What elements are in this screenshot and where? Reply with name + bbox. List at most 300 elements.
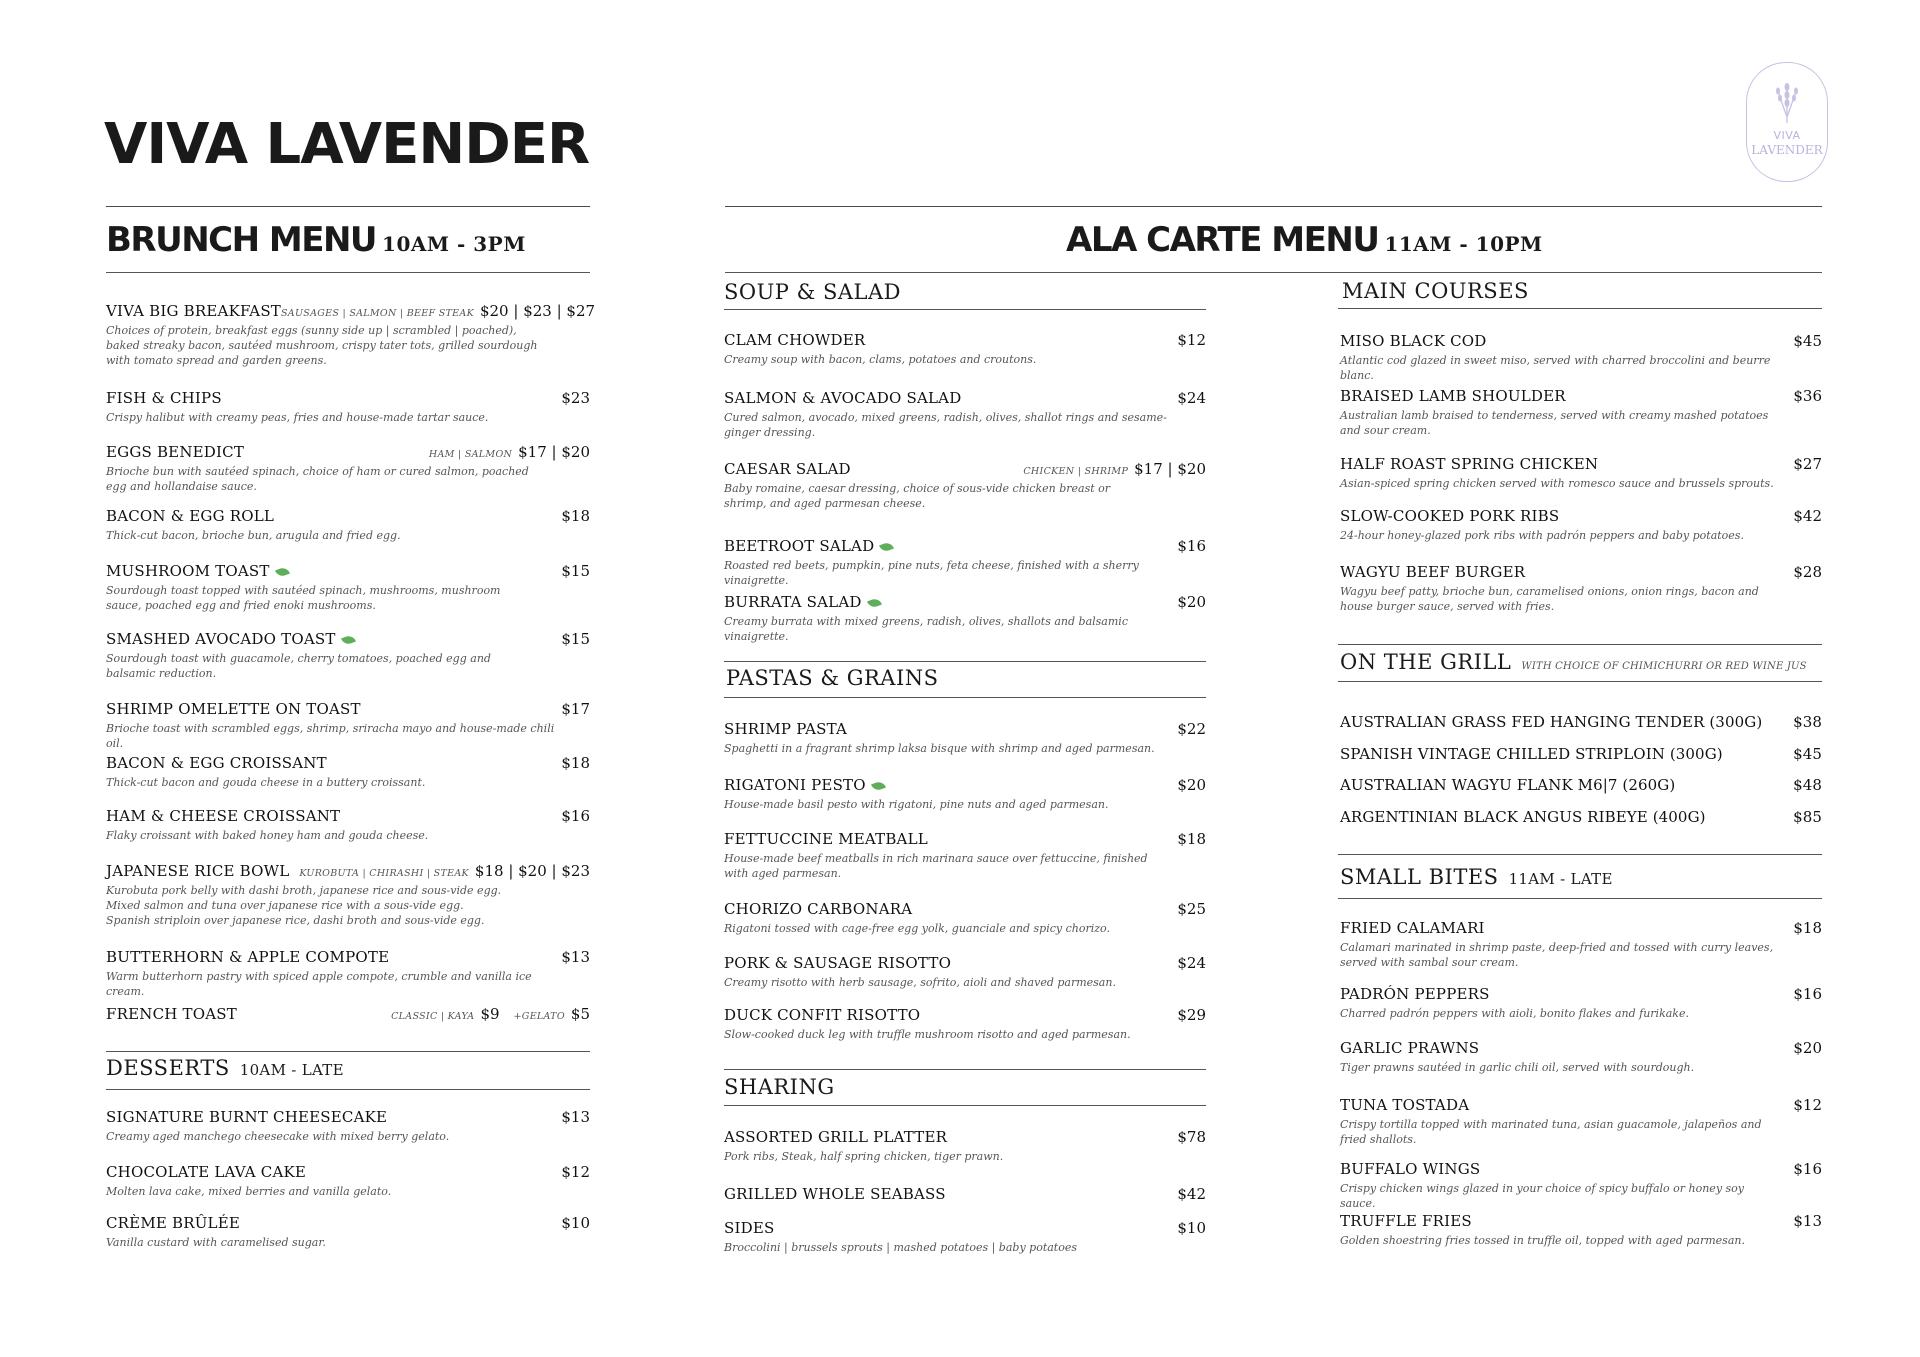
menu-item-row (724, 389, 1206, 407)
menu-item-row (1340, 563, 1822, 581)
menu-item-price-group (561, 1214, 590, 1232)
divider (724, 1105, 1206, 1106)
menu-item-name: RIGATONI PESTO (724, 776, 885, 794)
menu-item (724, 593, 1206, 644)
lavender-badge-logo (1746, 62, 1828, 182)
grill-item (1340, 745, 1822, 763)
menu-item-name: FRIED CALAMARI (1340, 919, 1485, 937)
menu-item-price: $17 | $20 (518, 443, 590, 461)
menu-item (106, 389, 590, 425)
menu-item-price: $20 | $23 | $27 (479, 302, 596, 320)
menu-item-name: SHRIMP OMELETTE ON TOAST (106, 700, 361, 718)
menu-item (1340, 507, 1822, 543)
alacarte-heading (1066, 220, 1543, 260)
menu-item-price: $20 (1793, 1039, 1822, 1057)
menu-item-price-group (1793, 1160, 1822, 1178)
menu-item-name: BRAISED LAMB SHOULDER (1340, 387, 1566, 405)
menu-item-price-group (1177, 593, 1206, 611)
brunch-title: BRUNCH MENU (106, 220, 377, 260)
grill-item (1340, 776, 1822, 794)
menu-item-name: TRUFFLE FRIES (1340, 1212, 1472, 1230)
menu-item-price: $16 (561, 807, 590, 825)
menu-item-price: $18 (1177, 830, 1206, 848)
menu-item-price-group (561, 807, 590, 825)
menu-item-name: CHOCOLATE LAVA CAKE (106, 1163, 307, 1181)
menu-item-price-group (1177, 331, 1206, 349)
menu-item (724, 1219, 1206, 1255)
menu-item-name: VIVA BIG BREAKFAST (106, 302, 281, 320)
alacarte-time: 11AM - 10PM (1384, 232, 1543, 256)
menu-item-price-group (1793, 387, 1822, 405)
menu-item-row (1340, 985, 1822, 1003)
menu-item-row (106, 389, 590, 407)
brunch-heading (106, 220, 526, 260)
menu-item-description: Creamy soup with bacon, clams, potatoes and croutons. (724, 353, 1037, 366)
menu-item-description: Creamy aged manchego cheesecake with mixed berry gelato. (106, 1130, 450, 1143)
menu-item-description: Calamari marinated in shrimp paste, deep-fried and tossed with curry leaves, served with sambal sour cream. (1340, 941, 1774, 969)
menu-item-price: $13 (561, 1108, 590, 1126)
menu-item-addon-price: $5 (570, 1005, 590, 1023)
menu-item-row (724, 593, 1206, 611)
menu-item-description: Brioche bun with sautéed spinach, choice of ham or cured salmon, poached egg and hollandaise sauce. (106, 465, 529, 493)
menu-item-price-group (1793, 507, 1822, 525)
menu-item-price-group (1177, 1185, 1206, 1203)
menu-item (1340, 1212, 1822, 1248)
menu-item-row (106, 507, 590, 525)
divider (1338, 308, 1822, 309)
soup-salad-heading: SOUP & SALAD (724, 280, 901, 304)
menu-item-name: EGGS BENEDICT (106, 443, 245, 461)
menu-item-row (1340, 1096, 1822, 1114)
menu-item-row (724, 331, 1206, 349)
menu-item-name: CRÈME BRÛLÉE (106, 1214, 241, 1232)
menu-item-price-group (1177, 900, 1206, 918)
small-bites-title: SMALL BITES (1340, 865, 1499, 889)
menu-item-price-group (1177, 830, 1206, 848)
menu-item-row (106, 754, 590, 772)
menu-item-row (1340, 507, 1822, 525)
menu-item (106, 700, 590, 751)
menu-item-row (724, 954, 1206, 972)
menu-item (106, 302, 596, 368)
menu-item-name: DUCK CONFIT RISOTTO (724, 1006, 921, 1024)
menu-item-price-group (561, 562, 590, 580)
badge-text-viva: VIVA (1773, 129, 1801, 142)
menu-item-name: SIGNATURE BURNT CHEESECAKE (106, 1108, 388, 1126)
menu-item (106, 754, 590, 790)
menu-item (1340, 919, 1822, 970)
menu-item-description: Sourdough toast with guacamole, cherry tomatoes, poached egg and balsamic reduction. (106, 652, 491, 680)
menu-item-name: BACON & EGG CROISSANT (106, 754, 327, 772)
menu-item (106, 507, 590, 543)
menu-item-name: CAESAR SALAD (724, 460, 851, 478)
menu-item-description: Sourdough toast topped with sautéed spinach, mushrooms, mushroom sauce, poached egg and fried enoki mushrooms. (106, 584, 501, 612)
menu-item-row (106, 700, 590, 718)
menu-item-description: Wagyu beef patty, brioche bun, caramelised onions, onion rings, bacon and house burger sauce, served with fries. (1340, 585, 1759, 613)
menu-item-price: $16 (1793, 985, 1822, 1003)
grill-item-name: ARGENTINIAN BLACK ANGUS RIBEYE (400G) (1340, 808, 1706, 826)
menu-item-row (724, 537, 1206, 555)
menu-item-price: $17 | $20 (1134, 460, 1206, 478)
menu-item-description: Crispy halibut with creamy peas, fries and house-made tartar sauce. (106, 411, 489, 424)
menu-item-name: BURRATA SALAD (724, 593, 881, 611)
menu-item-price-group (1793, 1096, 1822, 1114)
menu-item-row (106, 630, 590, 648)
menu-item-price-group (1793, 1039, 1822, 1057)
divider (1338, 644, 1822, 645)
menu-item (106, 1163, 590, 1199)
menu-item-price-group (1793, 1212, 1822, 1230)
menu-item-description: Rigatoni tossed with cage-free egg yolk, guanciale and spicy chorizo. (724, 922, 1110, 935)
menu-item (724, 830, 1206, 881)
menu-item (106, 1005, 590, 1023)
grill-heading (1340, 650, 1807, 674)
menu-item-price: $18 | $20 | $23 (474, 862, 590, 880)
menu-item-options: KUROBUTA | CHIRASHI | STEAK (299, 868, 469, 879)
menu-item-name: FRENCH TOAST (106, 1005, 237, 1023)
menu-item-price-group (1793, 985, 1822, 1003)
menu-item-price: $13 (1793, 1212, 1822, 1230)
menu-item-name: BUFFALO WINGS (1340, 1160, 1481, 1178)
grill-item (1340, 713, 1822, 731)
menu-item-price-group (561, 1108, 590, 1126)
small-bites-time: 11AM - LATE (1508, 870, 1613, 888)
menu-item-name: CLAM CHOWDER (724, 331, 866, 349)
menu-item-row (106, 1005, 590, 1023)
divider (1338, 854, 1822, 855)
vegetarian-leaf-icon (871, 780, 886, 792)
menu-item-row (724, 830, 1206, 848)
menu-item-price-group (1793, 332, 1822, 350)
menu-item-row (106, 1108, 590, 1126)
menu-item (724, 900, 1206, 936)
menu-item (724, 1006, 1206, 1042)
badge-text-lavender: LAVENDER (1751, 143, 1823, 157)
menu-item-price: $16 (1177, 537, 1206, 555)
menu-item-description: Vanilla custard with caramelised sugar. (106, 1236, 326, 1249)
menu-item-price: $15 (561, 630, 590, 648)
menu-item-name: WAGYU BEEF BURGER (1340, 563, 1526, 581)
menu-item-name: FETTUCCINE MEATBALL (724, 830, 928, 848)
divider (106, 1051, 590, 1052)
menu-item-price-group (1793, 563, 1822, 581)
menu-item-price: $27 (1793, 455, 1822, 473)
menu-item-row (106, 302, 596, 320)
menu-item-price-group (1023, 460, 1206, 478)
menu-item-price-group (1177, 1128, 1206, 1146)
menu-item (1340, 1039, 1822, 1075)
menu-item-description: Atlantic cod glazed in sweet miso, served with charred broccolini and beurre blanc. (1340, 354, 1771, 382)
lavender-sprig-icon (1769, 77, 1805, 125)
menu-item-price-group (1177, 776, 1206, 794)
menu-item-price-group (561, 948, 590, 966)
menu-item-price: $20 (1177, 593, 1206, 611)
menu-item-description: Broccolini | brussels sprouts | mashed potatoes | baby potatoes (724, 1241, 1078, 1254)
menu-item-price: $13 (561, 948, 590, 966)
menu-item-name: SMASHED AVOCADO TOAST (106, 630, 355, 648)
menu-item-price-group (1793, 919, 1822, 937)
menu-item-row (1340, 1160, 1822, 1178)
menu-item-price: $12 (561, 1163, 590, 1181)
menu-item-price-group (1177, 1006, 1206, 1024)
menu-item-name: CHORIZO CARBONARA (724, 900, 913, 918)
vegetarian-leaf-icon (341, 634, 356, 646)
grill-item (1340, 808, 1822, 826)
divider (106, 272, 590, 273)
menu-item-row (724, 460, 1206, 478)
divider (1338, 898, 1822, 899)
menu-item (724, 1128, 1206, 1164)
menu-item-row (106, 1214, 590, 1232)
menu-item-name: FISH & CHIPS (106, 389, 222, 407)
menu-item (106, 630, 590, 681)
divider (106, 206, 590, 207)
menu-item (724, 537, 1206, 588)
desserts-time: 10AM - LATE (239, 1061, 344, 1079)
menu-item-price-group (561, 754, 590, 772)
menu-item-price: $24 (1177, 954, 1206, 972)
menu-item-row (1340, 1212, 1822, 1230)
menu-item-price-group (561, 507, 590, 525)
menu-item-row (106, 862, 590, 880)
menu-item-row (106, 443, 590, 461)
menu-item-price: $16 (1793, 1160, 1822, 1178)
grill-item-price: $45 (1793, 745, 1822, 763)
menu-item-price: $18 (1793, 919, 1822, 937)
menu-item-price: $25 (1177, 900, 1206, 918)
grill-item-name: AUSTRALIAN WAGYU FLANK M6|7 (260G) (1340, 776, 1676, 794)
menu-item-name: PORK & SAUSAGE RISOTTO (724, 954, 952, 972)
menu-item-description: Crispy chicken wings glazed in your choice of spicy buffalo or honey soy sauce. (1340, 1182, 1745, 1210)
menu-item-description: Thick-cut bacon, brioche bun, arugula and fried egg. (106, 529, 401, 542)
pastas-heading: PASTAS & GRAINS (726, 666, 939, 690)
menu-item-description: House-made basil pesto with rigatoni, pine nuts and aged parmesan. (724, 798, 1109, 811)
menu-item (1340, 1160, 1822, 1211)
menu-item-description: Brioche toast with scrambled eggs, shrimp, sriracha mayo and house-made chili oil. (106, 722, 555, 750)
menu-item (724, 389, 1206, 440)
menu-item-name: MISO BLACK COD (1340, 332, 1487, 350)
menu-item-description: Choices of protein, breakfast eggs (sunny side up | scrambled | poached), baked streaky bacon, sautéed mushroom, crispy tater tots, grilled sourdough with tomato spread and garden greens. (106, 324, 538, 367)
menu-item-description: Spaghetti in a fragrant shrimp laksa bisque with shrimp and aged parmesan. (724, 742, 1155, 755)
menu-item-description: Charred padrón peppers with aioli, bonito flakes and furikake. (1340, 1007, 1689, 1020)
menu-item-description: Slow-cooked duck leg with truffle mushroom risotto and aged parmesan. (724, 1028, 1131, 1041)
menu-item-name: PADRÓN PEPPERS (1340, 985, 1490, 1003)
menu-item-description: Golden shoestring fries tossed in truffle oil, topped with aged parmesan. (1340, 1234, 1745, 1247)
menu-item-name: SHRIMP PASTA (724, 720, 848, 738)
menu-item-price: $18 (561, 507, 590, 525)
menu-item-description: Kurobuta pork belly with dashi broth, japanese rice and sous-vide egg. Mixed salmon and tuna over japanese rice with a sous-vide egg. Spanish striploin over japanese rice, dashi broth and sous-vide egg. (106, 884, 502, 927)
menu-item-description: Flaky croissant with baked honey ham and gouda cheese. (106, 829, 429, 842)
menu-item-name: MUSHROOM TOAST (106, 562, 289, 580)
divider (724, 697, 1206, 698)
menu-item-price-group (561, 1163, 590, 1181)
menu-item-options: CHICKEN | SHRIMP (1023, 466, 1129, 477)
menu-item-row (724, 1006, 1206, 1024)
menu-item-description: House-made beef meatballs in rich marinara sauce over fettuccine, finished with aged parmesan. (724, 852, 1148, 880)
menu-item-options: SAUSAGES | SALMON | BEEF STEAK (281, 308, 474, 319)
vegetarian-leaf-icon (879, 541, 894, 553)
menu-item-description: Molten lava cake, mixed berries and vanilla gelato. (106, 1185, 392, 1198)
menu-item (724, 954, 1206, 990)
menu-item-price-group (1793, 455, 1822, 473)
menu-item (106, 807, 590, 843)
menu-item-price: $12 (1177, 331, 1206, 349)
vegetarian-leaf-icon (867, 597, 882, 609)
menu-item (724, 460, 1206, 511)
restaurant-logo: VIVA LAVENDER (104, 112, 590, 177)
divider (725, 206, 1822, 207)
menu-item (1340, 387, 1822, 438)
grill-item-price: $48 (1793, 776, 1822, 794)
desserts-heading (106, 1056, 344, 1080)
menu-item-name: HAM & CHEESE CROISSANT (106, 807, 341, 825)
menu-item-price: $42 (1793, 507, 1822, 525)
divider (724, 661, 1206, 662)
menu-item-price: $10 (561, 1214, 590, 1232)
menu-item-price: $10 (1177, 1219, 1206, 1237)
menu-item (1340, 1096, 1822, 1147)
menu-item-name: SIDES (724, 1219, 775, 1237)
menu-item (724, 1185, 1206, 1203)
menu-item (106, 443, 590, 494)
menu-item-price: $15 (561, 562, 590, 580)
menu-item-options: HAM | SALMON (428, 449, 513, 460)
vegetarian-leaf-icon (275, 566, 290, 578)
menu-item-name: SLOW-COOKED PORK RIBS (1340, 507, 1560, 525)
menu-item-price-group (1177, 389, 1206, 407)
menu-item (106, 1108, 590, 1144)
menu-item-price-group (281, 302, 595, 320)
menu-item-name: ASSORTED GRILL PLATTER (724, 1128, 948, 1146)
divider (725, 272, 1822, 273)
grill-note: WITH CHOICE OF CHIMICHURRI OR RED WINE JUS (1521, 661, 1807, 672)
divider (724, 1069, 1206, 1070)
menu-item-row (106, 948, 590, 966)
menu-item (106, 862, 590, 928)
grill-item-name: SPANISH VINTAGE CHILLED STRIPLOIN (300G) (1340, 745, 1723, 763)
menu-item-description: Baby romaine, caesar dressing, choice of sous-vide chicken breast or shrimp, and aged parmesan cheese. (724, 482, 1111, 510)
menu-item (106, 948, 590, 999)
menu-item-description: Pork ribs, Steak, half spring chicken, tiger prawn. (724, 1150, 1004, 1163)
menu-item-price: $29 (1177, 1006, 1206, 1024)
menu-item-row (1340, 332, 1822, 350)
menu-item-price: $36 (1793, 387, 1822, 405)
divider (724, 309, 1206, 310)
menu-item-price: $12 (1793, 1096, 1822, 1114)
menu-item (1340, 563, 1822, 614)
menu-item-description: Roasted red beets, pumpkin, pine nuts, feta cheese, finished with a sherry vinaigrette. (724, 559, 1139, 587)
menu-item-description: Australian lamb braised to tenderness, served with creamy mashed potatoes and sour cream. (1340, 409, 1769, 437)
menu-item-price-group (1177, 954, 1206, 972)
menu-item-row (724, 776, 1206, 794)
menu-item-price-group (429, 443, 590, 461)
menu-item-price-group (561, 700, 590, 718)
menu-item (1340, 985, 1822, 1021)
menu-item-name: BEETROOT SALAD (724, 537, 893, 555)
menu-item-name: SALMON & AVOCADO SALAD (724, 389, 962, 407)
menu-item-row (1340, 455, 1822, 473)
menu-item-description: Creamy risotto with herb sausage, sofrito, aioli and shaved parmesan. (724, 976, 1116, 989)
grill-item-price: $85 (1793, 808, 1822, 826)
menu-item-price-group (391, 1005, 590, 1023)
menu-item-name: BUTTERHORN & APPLE COMPOTE (106, 948, 390, 966)
menu-item (724, 331, 1206, 367)
menu-item-price: $22 (1177, 720, 1206, 738)
divider (106, 1089, 590, 1090)
menu-item-row (106, 807, 590, 825)
grill-item-price: $38 (1793, 713, 1822, 731)
menu-item-name: TUNA TOSTADA (1340, 1096, 1470, 1114)
menu-item-price: $20 (1177, 776, 1206, 794)
divider (1338, 681, 1822, 682)
small-bites-heading (1340, 865, 1613, 889)
menu-item (1340, 332, 1822, 383)
menu-item-price: $18 (561, 754, 590, 772)
menu-item (1340, 455, 1822, 491)
menu-item-row (724, 1219, 1206, 1237)
menu-item-price: $23 (561, 389, 590, 407)
menu-item-row (1340, 1039, 1822, 1057)
menu-item-price-group (1177, 537, 1206, 555)
menu-item-description: Asian-spiced spring chicken served with romesco sauce and brussels sprouts. (1340, 477, 1774, 490)
menu-item-price: $28 (1793, 563, 1822, 581)
menu-item-row (724, 1128, 1206, 1146)
menu-item-name: BACON & EGG ROLL (106, 507, 275, 525)
menu-item-options: CLASSIC | KAYA (391, 1011, 475, 1022)
alacarte-title: ALA CARTE MENU (1066, 220, 1379, 260)
menu-item-row (724, 900, 1206, 918)
menu-item (106, 1214, 590, 1250)
menu-item-name: GARLIC PRAWNS (1340, 1039, 1480, 1057)
menu-item (724, 720, 1206, 756)
menu-item-row (724, 1185, 1206, 1203)
menu-item-row (1340, 387, 1822, 405)
main-courses-heading: MAIN COURSES (1342, 279, 1529, 303)
menu-item-price-group (561, 630, 590, 648)
menu-item-price-group (299, 862, 590, 880)
menu-item (724, 776, 1206, 812)
menu-item-name: JAPANESE RICE BOWL (106, 862, 290, 880)
grill-item-name: AUSTRALIAN GRASS FED HANGING TENDER (300G) (1340, 713, 1763, 731)
menu-item-row (1340, 919, 1822, 937)
menu-item-price-group (1177, 720, 1206, 738)
menu-item-description: Creamy burrata with mixed greens, radish, olives, shallots and balsamic vinaigrette. (724, 615, 1128, 643)
brunch-time: 10AM - 3PM (382, 232, 526, 256)
sharing-heading: SHARING (724, 1075, 835, 1099)
menu-item-price: $78 (1177, 1128, 1206, 1146)
menu-item (106, 562, 590, 613)
menu-item-price: $9 (480, 1005, 500, 1023)
menu-item-description: Cured salmon, avocado, mixed greens, radish, olives, shallot rings and sesame-ginger dressing. (724, 411, 1167, 439)
menu-item-price: $17 (561, 700, 590, 718)
menu-item-name: HALF ROAST SPRING CHICKEN (1340, 455, 1599, 473)
menu-item-row (724, 720, 1206, 738)
menu-item-row (106, 1163, 590, 1181)
menu-item-price-group (1177, 1219, 1206, 1237)
menu-item-description: Thick-cut bacon and gouda cheese in a buttery croissant. (106, 776, 426, 789)
menu-item-price-group (561, 389, 590, 407)
menu-item-description: Crispy tortilla topped with marinated tuna, asian guacamole, jalapeños and fried shallots. (1340, 1118, 1762, 1146)
menu-item-description: Tiger prawns sautéed in garlic chili oil, served with sourdough. (1340, 1061, 1695, 1074)
grill-title: ON THE GRILL (1340, 650, 1512, 674)
desserts-title: DESSERTS (106, 1056, 230, 1080)
menu-item-name: GRILLED WHOLE SEABASS (724, 1185, 946, 1203)
menu-item-description: 24-hour honey-glazed pork ribs with padrón peppers and baby potatoes. (1340, 529, 1744, 542)
menu-item-price: $24 (1177, 389, 1206, 407)
menu-item-row (106, 562, 590, 580)
menu-item-price: $45 (1793, 332, 1822, 350)
menu-item-price: $42 (1177, 1185, 1206, 1203)
